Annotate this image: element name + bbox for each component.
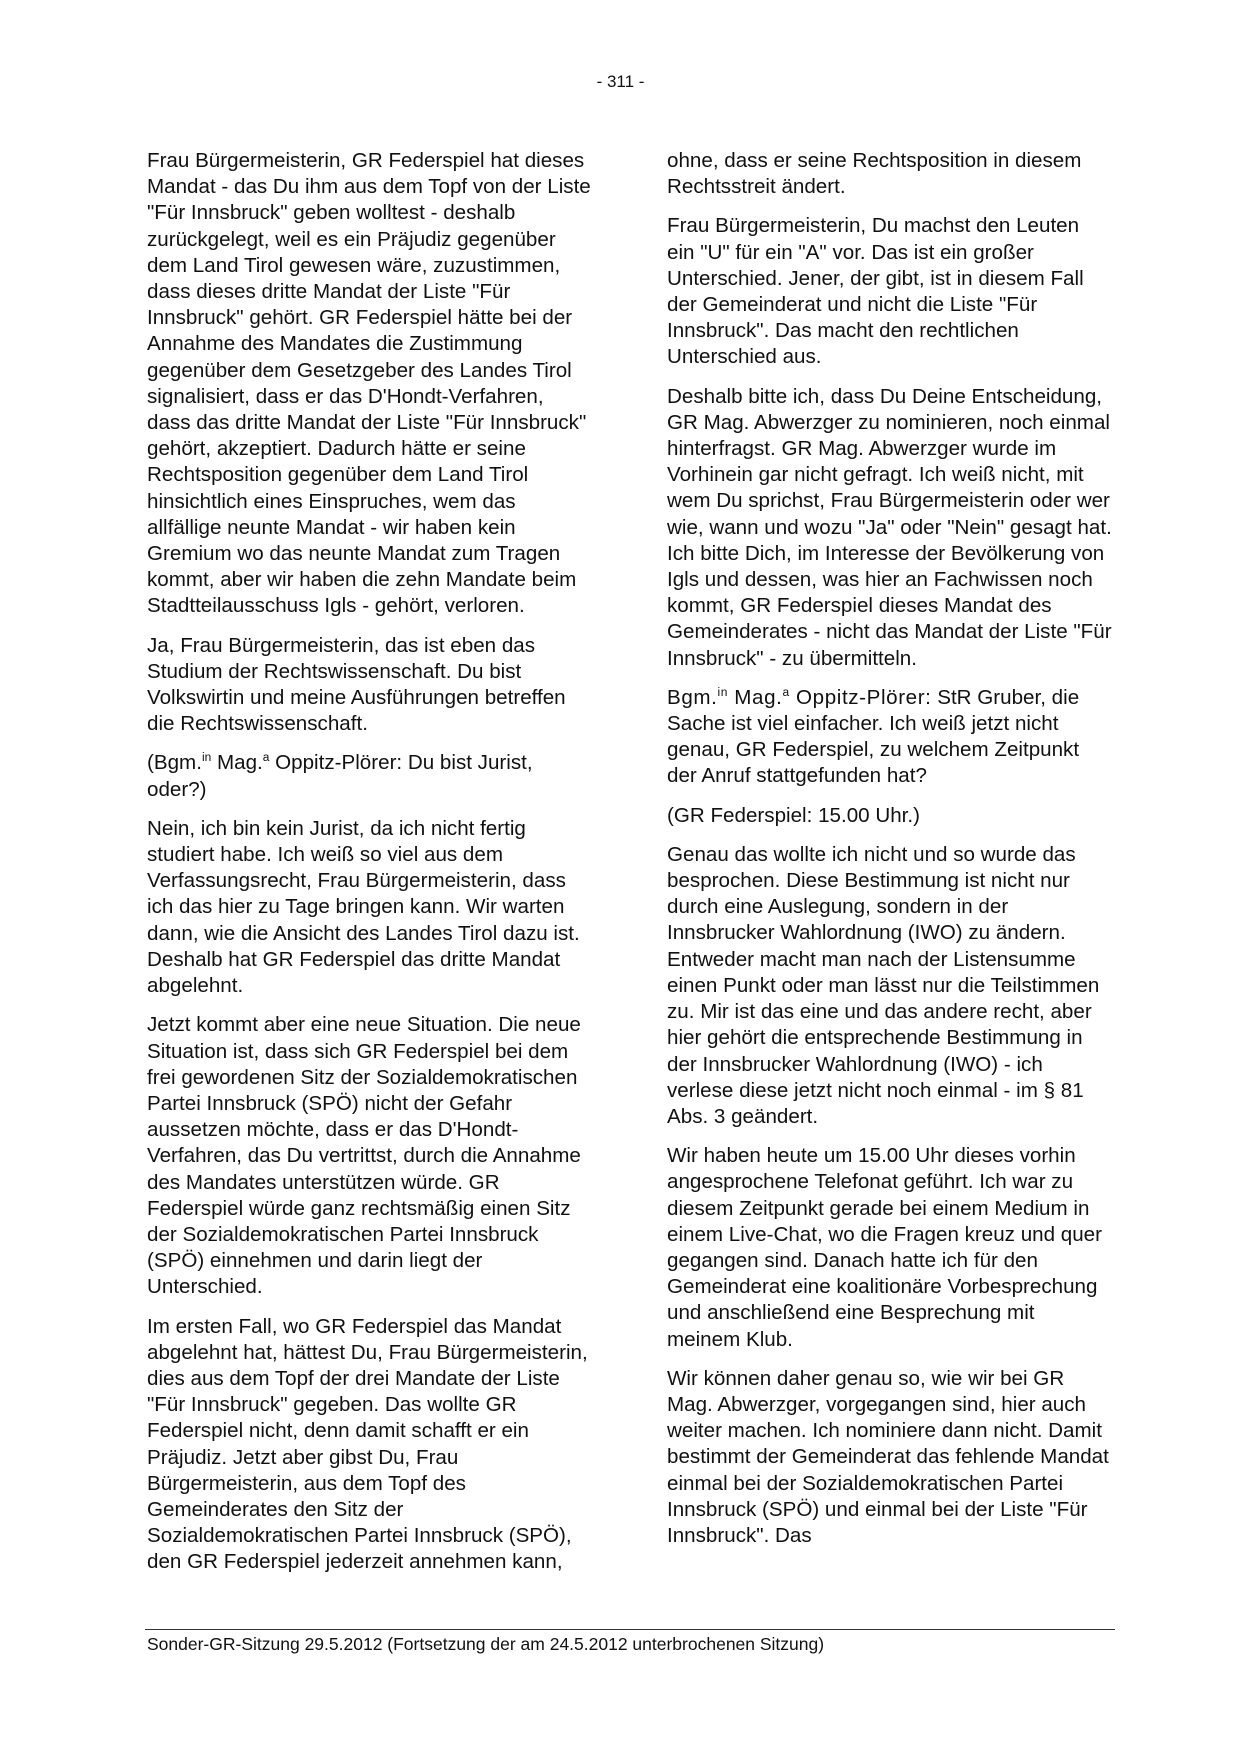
paragraph: Wir haben heute um 15.00 Uhr dieses vorhin angesprochene Telefonat geführt. Ich war zu diesem Zeitpunkt gerade bei einem Medium in einem Live-Chat, wo die Fragen kreuz und quer gegangen sind. Danach hatte ich für den Gemeinderat eine koalitionäre Vorbesprechung und anschließend eine Besprechung mit meinem Klub.: [667, 1144, 1102, 1351]
paragraph: Frau Bürgermeisterin, GR Federspiel hat dieses Mandat - das Du ihm aus dem Topf von der Liste "Für Innsbruck" geben wolltest - deshalb zurückgelegt, weil es ein Präjudiz gegenüber dem Land Tirol gewesen wäre, zuzustimmen, dass dieses dritte Mandat der Liste "Für Innsbruck" gehört. GR Federspiel hätte bei der Annahme des Mandates die Zustimmung gegenüber dem Gesetzgeber des Landes Tirol signalisiert, dass er das D'Hondt-Verfahren, dass das dritte Mandat der Liste "Für Innsbruck" gehört, akzeptiert. Dadurch hätte er seine Rechtsposition gegenüber dem Land Tirol hinsichtlich eines Einspruches, wem das allfällige neunte Mandat - wir haben kein Gremium wo das neunte Mandat zum Tragen kommt, aber wir haben die zehn Mandate beim Stadtteilausschuss Igls - gehört, verloren.: [147, 149, 591, 618]
interjection: (Bgm.$^{in}$ Mag.$^a$ Oppitz-Plörer: Du bist Jurist, oder?): [147, 750, 533, 801]
left-column: [147, 148, 592, 1589]
page-number: - 311 -: [596, 72, 645, 91]
paragraph: Ja, Frau Bürgermeisterin, das ist eben das Studium der Rechtswissenschaft. Du bist Volkswirtin und meine Ausführungen betreffen die Rechtswissenschaft.: [147, 633, 566, 736]
paragraph: Im ersten Fall, wo GR Federspiel das Mandat abgelehnt hat, hättest Du, Frau Bürgermeisterin, dies aus dem Topf der drei Mandate der Liste "Für Innsbruck" gegeben. Das wollte GR Federspiel nicht, denn damit schafft er ein Präjudiz. Jetzt aber gibst Du, Frau Bürgermeisterin, aus dem Topf des Gemeinderates den Sitz der Sozialdemokratischen Partei Innsbruck (SPÖ), den GR Federspiel jederzeit annehmen kann,: [147, 1314, 588, 1574]
interjection: (GR Federspiel: 15.00 Uhr.): [667, 803, 920, 827]
paragraph: Frau Bürgermeisterin, Du machst den Leuten ein "U" für ein "A" vor. Das ist ein großer Unterschied. Jener, der gibt, ist in diesem Fall der Gemeinderat und nicht die Liste "Für Innsbruck". Das macht den rechtlichen Unterschied aus.: [667, 214, 1084, 369]
paragraph: Jetzt kommt aber eine neue Situation. Die neue Situation ist, dass sich GR Federspiel bei dem frei gewordenen Sitz der Sozialdemokratischen Partei Innsbruck (SPÖ) nicht der Gefahr aussetzen möchte, dass er das D'Hondt-Verfahren, das Du vertrittst, durch die Annahme des Mandates unterstützen würde. GR Federspiel würde ganz rechtsmäßig einen Sitz der Sozialdemokratischen Partei Innsbruck (SPÖ) einnehmen und darin liegt der Unterschied.: [147, 1013, 581, 1299]
footer-text: Sonder-GR-Sitzung 29.5.2012 (Fortsetzung der am 24.5.2012 unterbrochenen Sitzung): [147, 1634, 825, 1654]
speaker-label: Bgm.$^{in}$ Mag.$^a$ Oppitz-Plörer:: [667, 685, 932, 709]
footer-divider: [145, 1629, 1115, 1630]
paragraph: Deshalb bitte ich, dass Du Deine Entscheidung, GR Mag. Abwerzger zu nominieren, noch einmal hinterfragst. GR Mag. Abwerzger wurde im Vorhinein gar nicht gefragt. Ich weiß nicht, mit wem Du sprichst, Frau Bürgermeisterin oder wer wie, wann und wozu "Ja" oder "Nein" gesagt hat. Ich bitte Dich, im Interesse der Bevölkerung von Igls und dessen, was hier an Fachwissen noch kommt, GR Federspiel dieses Mandat des Gemeinderates - nicht das Mandat der Liste "Für Innsbruck" - zu übermitteln.: [667, 384, 1112, 670]
paragraph: Wir können daher genau so, wie wir bei GR Mag. Abwerzger, vorgegangen sind, hier auch weiter machen. Ich nominiere dann nicht. Damit bestimmt der Gemeinderat das fehlende Mandat einmal bei der Sozialdemokratischen Partei Innsbruck (SPÖ) und einmal bei der Liste "Für Innsbruck". Das: [667, 1366, 1109, 1547]
right-column: [667, 148, 1112, 1562]
paragraph: ohne, dass er seine Rechtsposition in diesem Rechtsstreit ändert.: [667, 149, 1082, 199]
paragraph: Nein, ich bin kein Jurist, da ich nicht fertig studiert habe. Ich weiß so viel aus dem Verfassungsrecht, Frau Bürgermeisterin, dass ich das hier zu Tage bringen kann. Wir warten dann, wie die Ansicht des Landes Tirol dazu ist. Deshalb hat GR Federspiel das dritte Mandat abgelehnt.: [147, 816, 580, 998]
paragraph: Genau das wollte ich nicht und so wurde das besprochen. Diese Bestimmung ist nicht nur durch eine Auslegung, sondern in der Innsbrucker Wahlordnung (IWO) zu ändern. Entweder macht man nach der Listensumme einen Punkt oder man lässt nur die Teilstimmen zu. Mir ist das eine und das andere recht, aber hier gehört die entsprechende Bestimmung in der Innsbrucker Wahlordnung (IWO) - ich verlese diese jetzt nicht noch einmal - im § 81 Abs. 3 geändert.: [667, 842, 1100, 1128]
speaker-paragraph: Bgm.$^{in}$ Mag.$^a$ Oppitz-Plörer: StR Gruber, die Sache ist viel einfacher. Ich weiß jetzt nicht genau, GR Federspiel, zu welchem Zeitpunkt der Anruf stattgefunden hat?: [667, 685, 1080, 788]
